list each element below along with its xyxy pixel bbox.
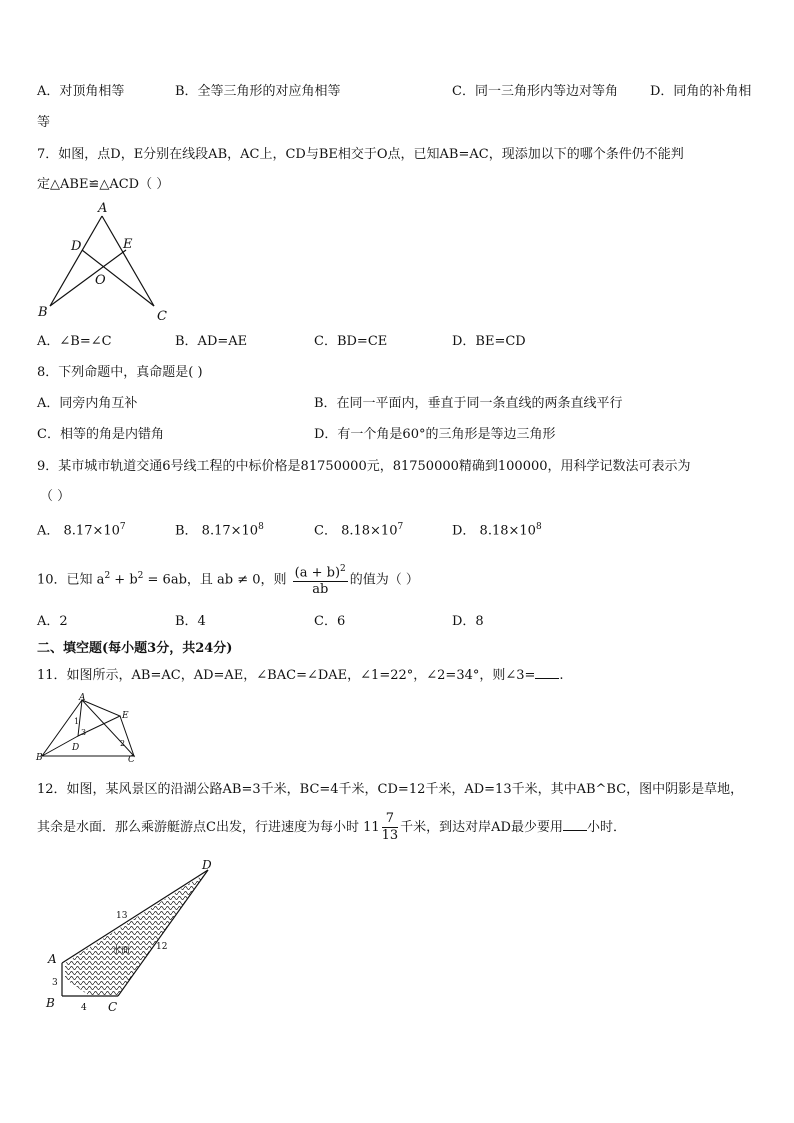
q7-option-d: D．BE=CD	[452, 334, 526, 349]
q12-length-12: 12	[156, 942, 168, 952]
q9-stem-line1: 9．某市城市轨道交通6号线工程的中标价格是81750000元，81750000精确到100000，用科学记数法可表示为	[37, 459, 691, 474]
q6-option-d: D．同角的补角相	[650, 84, 752, 99]
q6-option-d-continued: 等	[37, 115, 51, 130]
q7-option-b: B．AD=AE	[175, 334, 248, 349]
q11-label-D: D	[72, 743, 80, 753]
q6-option-b: B．全等三角形的对应角相等	[175, 84, 341, 99]
q12-length-4: 4	[81, 1003, 87, 1013]
q11-stem: 11．如图所示，AB=AC，AD=AE，∠BAC=∠DAE，∠1=22°，∠2=34°，则∠3= .	[37, 668, 564, 683]
q11-label-B: B	[36, 753, 43, 762]
q7-label-A: A	[98, 201, 108, 216]
q11-label-E: E	[122, 711, 129, 721]
q10-option-b: B．4	[175, 614, 206, 629]
q10-option-d: D．8	[452, 614, 484, 629]
q7-stem-line2: 定△ABE≌△ACD（ ）	[37, 177, 170, 192]
q11-angle-2: 2	[120, 739, 126, 748]
q9-option-b: B． $8.17\times 10^8$	[175, 522, 264, 539]
q10-option-a: A．2	[37, 614, 68, 629]
q11-angle-1: 1	[74, 717, 80, 726]
q12-label-D: D	[202, 858, 212, 872]
q12-water-label: 水面	[112, 946, 131, 956]
q12-stem-line2: 其余是水面．那么乘游艇游点C出发，行进速度为每小时 11 $\frac{7}{13}$ 千米，到达对岸AD最少要用 小时．	[37, 811, 626, 843]
q7-label-B: B	[38, 305, 48, 320]
q8-option-a: A．同旁内角互补	[37, 396, 138, 411]
q11-angle-3: 3	[81, 728, 87, 737]
q10-fraction: $\frac{(a + b)^2}{ab}$	[293, 561, 348, 598]
q10-stem: 10．已知 $a^2 + b^2 = 6ab$，且 ab ≠ 0，则 $\frac{(a + b)^2}{ab}$ 的值为（ ）	[37, 556, 419, 600]
q7-label-D: D	[71, 239, 82, 254]
q11-label-A: A	[79, 693, 86, 703]
q12-length-3: 3	[52, 978, 58, 988]
q9-stem-line2: （ ）	[40, 489, 71, 504]
q8-option-b: B．在同一平面内，垂直于同一条直线的两条直线平行	[314, 396, 623, 411]
q12-length-13: 13	[116, 911, 128, 921]
q7-figure	[30, 200, 180, 325]
q11-label-C: C	[128, 755, 135, 762]
q7-label-O: O	[95, 273, 106, 288]
q11-figure	[32, 692, 142, 762]
q7-stem-line1: 7．如图，点D，E分别在线段AB，AC上，CD与BE相交于O点，已知AB=AC，现添加以下的哪个条件仍不能判	[37, 147, 684, 162]
q12-answer-blank	[563, 818, 587, 831]
q12-stem-line1: 12．如图，某风景区的沿湖公路AB=3千米，BC=4千米，CD=12千米，AD=13千米，其中AB^BC，图中阴影是草地，	[37, 782, 744, 797]
q7-option-c: C．BD=CE	[314, 334, 388, 349]
q6-option-a: A．对顶角相等	[37, 84, 125, 99]
q7-label-E: E	[123, 237, 133, 252]
q7-label-C: C	[157, 309, 167, 324]
q8-stem: 8．下列命题中，真命题是( )	[37, 365, 203, 380]
q9-option-d: D． $8.18\times 10^8$	[452, 522, 542, 539]
q12-label-B: B	[46, 996, 55, 1010]
q7-option-a: A．∠B=∠C	[37, 334, 112, 349]
section-heading-fill-in: 二、填空题(每小题3分，共24分)	[37, 641, 233, 656]
q12-label-A: A	[48, 952, 57, 966]
q6-option-c: C．同一三角形内等边对等角	[452, 84, 618, 99]
q9-option-c: C． $8.18\times 10^7$	[314, 522, 404, 539]
q12-fraction: $\frac{7}{13}$	[381, 811, 399, 843]
q10-option-c: C．6	[314, 614, 346, 629]
q8-option-c: C．相等的角是内错角	[37, 427, 164, 442]
q11-answer-blank	[535, 666, 559, 679]
q9-option-a: A． $8.17\times 10^7$	[37, 522, 126, 539]
q12-label-C: C	[108, 1000, 118, 1014]
q8-option-d: D．有一个角是60°的三角形是等边三角形	[314, 427, 556, 442]
q12-figure	[40, 855, 230, 1020]
